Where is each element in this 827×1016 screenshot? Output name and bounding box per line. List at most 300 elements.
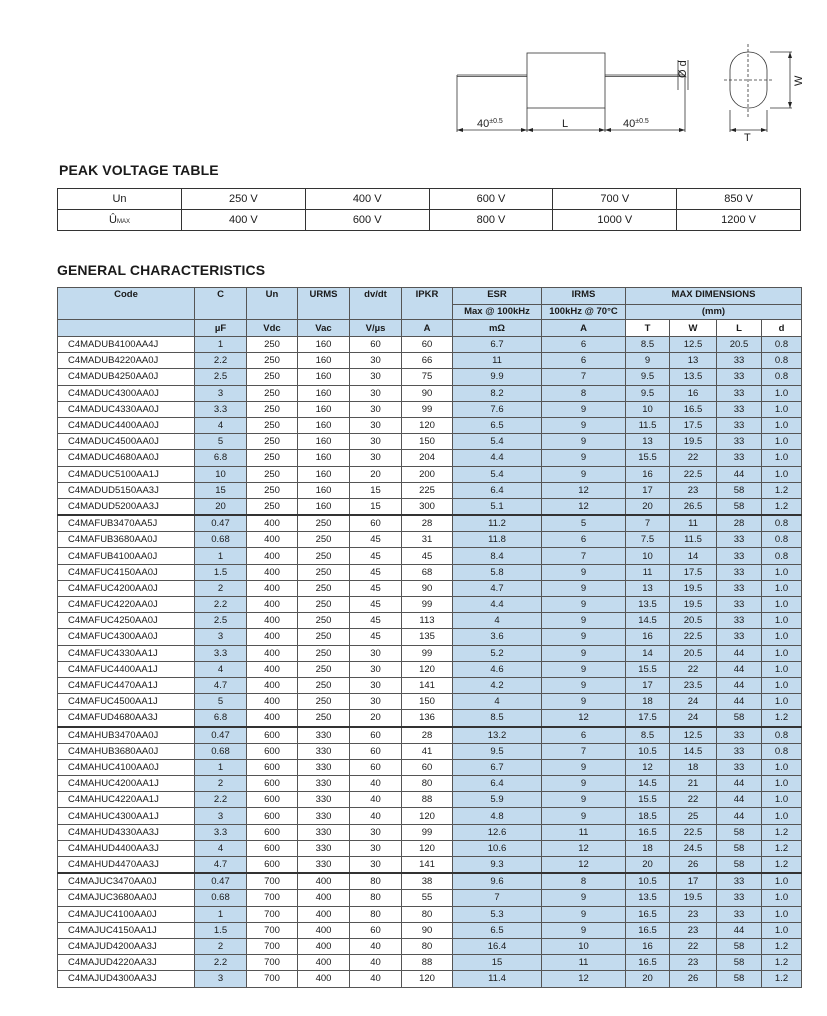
table-cell: 400	[247, 580, 298, 596]
table-cell: 9	[542, 792, 626, 808]
table-cell: 9.9	[453, 369, 542, 385]
table-cell: 5.4	[453, 466, 542, 482]
table-cell: 250	[247, 369, 298, 385]
table-cell: 1.0	[762, 417, 802, 433]
table-cell: 1.0	[762, 597, 802, 613]
table-cell: 4.7	[195, 857, 247, 874]
table-cell: 33	[717, 434, 762, 450]
table-cell: 5	[195, 694, 247, 710]
table-cell: 600	[247, 808, 298, 824]
table-row	[58, 482, 802, 498]
table-cell: 30	[350, 694, 402, 710]
table-row	[58, 353, 802, 369]
table-cell: 6.5	[453, 922, 542, 938]
unit-c: µF	[195, 320, 247, 337]
table-cell: 28	[402, 515, 453, 532]
table-cell: 0.8	[762, 337, 802, 353]
table-cell: 1.5	[195, 922, 247, 938]
table-cell: 9	[542, 922, 626, 938]
table-cell: 1	[195, 337, 247, 353]
table-cell: 250	[298, 677, 350, 693]
table-cell: 40	[350, 776, 402, 792]
part-code-cell: C4MAHUD4400AA3J	[58, 840, 195, 856]
peak-cell: 850 V	[677, 189, 801, 210]
table-cell: 0.68	[195, 532, 247, 548]
table-cell: 33	[717, 597, 762, 613]
table-row	[58, 661, 802, 677]
table-cell: 15.5	[626, 661, 670, 677]
table-cell: 250	[247, 401, 298, 417]
part-code-cell: C4MAHUC4100AA0J	[58, 759, 195, 775]
table-cell: 22	[670, 938, 717, 954]
table-cell: 250	[247, 466, 298, 482]
table-cell: 160	[298, 353, 350, 369]
table-cell: 58	[717, 938, 762, 954]
table-cell: 13	[670, 353, 717, 369]
table-cell: 9.3	[453, 857, 542, 874]
unit-esr: mΩ	[453, 320, 542, 337]
table-cell: 40	[350, 955, 402, 971]
table-cell: 13.2	[453, 727, 542, 744]
table-cell: 5.3	[453, 906, 542, 922]
table-cell: 33	[717, 727, 762, 744]
table-cell: 30	[350, 353, 402, 369]
part-code-cell: C4MAHUD4470AA3J	[58, 857, 195, 874]
table-row	[58, 580, 802, 596]
table-cell: 15.5	[626, 450, 670, 466]
part-code-cell: C4MAFUC4150AA0J	[58, 564, 195, 580]
table-cell: 22.5	[670, 824, 717, 840]
general-table-body	[58, 337, 802, 988]
table-cell: 9	[542, 450, 626, 466]
table-cell: 3	[195, 629, 247, 645]
table-cell: 16.5	[626, 906, 670, 922]
table-cell: 88	[402, 792, 453, 808]
table-cell: 15	[195, 482, 247, 498]
table-cell: 250	[298, 694, 350, 710]
table-cell: 6.4	[453, 776, 542, 792]
table-cell: 6	[542, 337, 626, 353]
table-cell: 5	[195, 434, 247, 450]
peak-voltage-table	[57, 188, 801, 231]
table-cell: 26.5	[670, 498, 717, 515]
table-cell: 330	[298, 776, 350, 792]
table-cell: 17	[670, 873, 717, 890]
part-code-cell: C4MAFUB4100AA0J	[58, 548, 195, 564]
header-code: Code	[58, 288, 195, 320]
table-cell: 33	[717, 369, 762, 385]
table-cell: 4	[453, 613, 542, 629]
table-cell: 17	[626, 482, 670, 498]
left-lead-label: $40^{\pm 0.5}$	[477, 118, 503, 130]
table-cell: 400	[247, 613, 298, 629]
table-cell: 3	[195, 808, 247, 824]
table-cell: 28	[717, 515, 762, 532]
table-cell: 30	[350, 677, 402, 693]
table-cell: 9	[542, 759, 626, 775]
table-cell: 9	[542, 776, 626, 792]
table-cell: 18.5	[626, 808, 670, 824]
table-cell: 16.5	[626, 824, 670, 840]
table-cell: 17.5	[626, 710, 670, 727]
table-row	[58, 564, 802, 580]
table-cell: 6	[542, 353, 626, 369]
table-cell: 1.2	[762, 824, 802, 840]
table-cell: 2.2	[195, 597, 247, 613]
table-cell: 1.0	[762, 564, 802, 580]
table-cell: 44	[717, 645, 762, 661]
table-cell: 600	[247, 759, 298, 775]
table-cell: 33	[717, 890, 762, 906]
table-cell: 44	[717, 792, 762, 808]
table-cell: 6.8	[195, 450, 247, 466]
unit-dvdt: V/µs	[350, 320, 402, 337]
table-row	[58, 938, 802, 954]
table-cell: 13	[626, 580, 670, 596]
table-cell: 40	[350, 971, 402, 987]
table-cell: 58	[717, 710, 762, 727]
table-cell: 12.5	[670, 727, 717, 744]
table-cell: 23	[670, 955, 717, 971]
table-cell: 90	[402, 385, 453, 401]
table-cell: 22	[670, 792, 717, 808]
table-cell: 30	[350, 661, 402, 677]
body-length-label: L	[562, 118, 569, 130]
part-code-cell: C4MAHUC4300AA1J	[58, 808, 195, 824]
table-cell: 250	[247, 353, 298, 369]
peak-cell: 800 V	[429, 210, 553, 231]
table-cell: 33	[717, 629, 762, 645]
table-cell: 400	[247, 564, 298, 580]
table-cell: 13.5	[626, 597, 670, 613]
peak-voltage-title: PEAK VOLTAGE TABLE	[59, 162, 219, 178]
table-cell: 0.47	[195, 727, 247, 744]
table-row	[58, 710, 802, 727]
table-cell: 58	[717, 824, 762, 840]
table-cell: 14	[670, 548, 717, 564]
table-cell: 1.2	[762, 840, 802, 856]
table-cell: 400	[247, 597, 298, 613]
table-cell: 58	[717, 482, 762, 498]
table-cell: 400	[247, 532, 298, 548]
table-cell: 13.5	[670, 369, 717, 385]
header-dvdt: dv/dt	[350, 288, 402, 320]
table-cell: 330	[298, 792, 350, 808]
part-code-cell: C4MAHUD4330AA3J	[58, 824, 195, 840]
table-cell: 9.5	[626, 369, 670, 385]
table-row	[58, 548, 802, 564]
part-code-cell: C4MADUD5200AA3J	[58, 498, 195, 515]
table-cell: 41	[402, 743, 453, 759]
table-cell: 250	[298, 645, 350, 661]
table-row	[58, 532, 802, 548]
table-cell: 10	[195, 466, 247, 482]
table-row	[58, 955, 802, 971]
table-cell: 20.5	[717, 337, 762, 353]
table-cell: 80	[402, 938, 453, 954]
table-cell: 7.5	[626, 532, 670, 548]
table-cell: 400	[247, 629, 298, 645]
table-cell: 19.5	[670, 597, 717, 613]
table-cell: 160	[298, 337, 350, 353]
table-cell: 9	[542, 434, 626, 450]
table-cell: 0.8	[762, 532, 802, 548]
table-cell: 45	[350, 613, 402, 629]
table-row	[58, 694, 802, 710]
table-row	[58, 922, 802, 938]
table-cell: 30	[350, 385, 402, 401]
table-row	[58, 401, 802, 417]
table-cell: 330	[298, 808, 350, 824]
table-cell: 120	[402, 417, 453, 433]
table-cell: 13.5	[626, 890, 670, 906]
table-cell: 60	[350, 337, 402, 353]
table-cell: 12	[542, 710, 626, 727]
table-cell: 17.5	[670, 564, 717, 580]
table-cell: 30	[350, 824, 402, 840]
table-cell: 160	[298, 482, 350, 498]
table-cell: 24	[670, 710, 717, 727]
table-cell: 7	[626, 515, 670, 532]
table-cell: 1.0	[762, 661, 802, 677]
table-cell: 1	[195, 548, 247, 564]
table-cell: 25	[670, 808, 717, 824]
table-cell: 10.5	[626, 743, 670, 759]
table-cell: 250	[298, 532, 350, 548]
table-cell: 44	[717, 677, 762, 693]
table-cell: 75	[402, 369, 453, 385]
table-cell: 250	[247, 385, 298, 401]
table-row	[58, 808, 802, 824]
table-cell: 0.8	[762, 515, 802, 532]
table-cell: 45	[402, 548, 453, 564]
table-cell: 7	[542, 548, 626, 564]
table-cell: 12	[542, 857, 626, 874]
table-cell: 44	[717, 776, 762, 792]
table-cell: 330	[298, 759, 350, 775]
table-cell: 10.5	[626, 873, 670, 890]
table-cell: 1.0	[762, 613, 802, 629]
table-cell: 400	[247, 694, 298, 710]
table-cell: 120	[402, 971, 453, 987]
table-cell: 1.0	[762, 890, 802, 906]
table-cell: 400	[298, 955, 350, 971]
table-cell: 26	[670, 971, 717, 987]
part-code-cell: C4MADUC4300AA0J	[58, 385, 195, 401]
table-cell: 19.5	[670, 580, 717, 596]
table-cell: 250	[298, 597, 350, 613]
table-cell: 400	[247, 515, 298, 532]
table-cell: 68	[402, 564, 453, 580]
table-cell: 8.5	[626, 337, 670, 353]
table-cell: 6.7	[453, 337, 542, 353]
table-cell: 6	[542, 532, 626, 548]
table-cell: 250	[247, 337, 298, 353]
header-ipkr: IPKR	[402, 288, 453, 320]
table-cell: 99	[402, 597, 453, 613]
table-cell: 135	[402, 629, 453, 645]
table-cell: 1.2	[762, 955, 802, 971]
table-cell: 23	[670, 922, 717, 938]
peak-cell: 700 V	[553, 189, 677, 210]
table-cell: 33	[717, 580, 762, 596]
table-cell: 33	[717, 564, 762, 580]
table-cell: 11.5	[626, 417, 670, 433]
table-cell: 9	[542, 808, 626, 824]
table-cell: 44	[717, 694, 762, 710]
unit-urms: Vac	[298, 320, 350, 337]
table-cell: 33	[717, 353, 762, 369]
table-cell: 33	[717, 906, 762, 922]
general-characteristics-table	[57, 287, 802, 988]
table-cell: 6.4	[453, 482, 542, 498]
table-row	[58, 498, 802, 515]
table-row	[58, 840, 802, 856]
table-cell: 3.3	[195, 824, 247, 840]
table-cell: 7.6	[453, 401, 542, 417]
part-code-cell: C4MAJUC3680AA0J	[58, 890, 195, 906]
table-cell: 58	[717, 857, 762, 874]
table-cell: 0.8	[762, 369, 802, 385]
table-cell: 250	[298, 613, 350, 629]
table-cell: 12	[542, 971, 626, 987]
table-row	[58, 385, 802, 401]
table-cell: 8.2	[453, 385, 542, 401]
table-row	[58, 677, 802, 693]
table-cell: 33	[717, 450, 762, 466]
table-cell: 33	[717, 401, 762, 417]
table-cell: 80	[350, 906, 402, 922]
table-cell: 400	[298, 922, 350, 938]
table-cell: 1	[195, 906, 247, 922]
peak-cell: 1200 V	[677, 210, 801, 231]
peak-cell: 600 V	[305, 210, 429, 231]
table-cell: 30	[350, 401, 402, 417]
peak-cell: 250 V	[182, 189, 306, 210]
table-cell: 3	[195, 971, 247, 987]
table-cell: 9.6	[453, 873, 542, 890]
table-cell: 44	[717, 922, 762, 938]
table-row	[58, 971, 802, 987]
table-cell: 22	[670, 450, 717, 466]
table-cell: 9	[542, 661, 626, 677]
part-code-cell: C4MAJUD4200AA3J	[58, 938, 195, 954]
table-cell: 40	[350, 792, 402, 808]
header-esr-sub: Max @ 100kHz	[453, 305, 542, 320]
header-d: d	[762, 320, 802, 337]
table-cell: 7	[542, 369, 626, 385]
table-cell: 0.47	[195, 515, 247, 532]
table-cell: 20	[195, 498, 247, 515]
table-cell: 1.2	[762, 938, 802, 954]
table-cell: 6.5	[453, 417, 542, 433]
part-code-cell: C4MAFUC4330AA1J	[58, 645, 195, 661]
table-cell: 60	[350, 727, 402, 744]
table-cell: 19.5	[670, 434, 717, 450]
table-cell: 15.5	[626, 792, 670, 808]
table-cell: 58	[717, 971, 762, 987]
table-cell: 66	[402, 353, 453, 369]
table-row	[58, 417, 802, 433]
table-cell: 1.0	[762, 694, 802, 710]
table-row	[58, 337, 802, 353]
table-cell: 12	[542, 498, 626, 515]
table-cell: 23.5	[670, 677, 717, 693]
table-cell: 11.5	[670, 532, 717, 548]
table-cell: 20.5	[670, 645, 717, 661]
table-cell: 20	[626, 971, 670, 987]
part-code-cell: C4MADUC4500AA0J	[58, 434, 195, 450]
table-cell: 40	[350, 808, 402, 824]
table-cell: 0.68	[195, 743, 247, 759]
table-cell: 9	[542, 597, 626, 613]
table-cell: 113	[402, 613, 453, 629]
table-cell: 400	[298, 971, 350, 987]
table-cell: 136	[402, 710, 453, 727]
table-cell: 250	[298, 515, 350, 532]
table-cell: 45	[350, 564, 402, 580]
table-cell: 14	[626, 645, 670, 661]
table-cell: 5.9	[453, 792, 542, 808]
table-cell: 18	[626, 840, 670, 856]
table-cell: 600	[247, 857, 298, 874]
table-cell: 250	[298, 548, 350, 564]
table-cell: 80	[402, 906, 453, 922]
table-cell: 8.5	[453, 710, 542, 727]
table-cell: 9	[626, 353, 670, 369]
table-cell: 9	[542, 564, 626, 580]
header-c: C	[195, 288, 247, 320]
table-cell: 9.5	[453, 743, 542, 759]
table-cell: 9	[542, 613, 626, 629]
table-cell: 11	[542, 955, 626, 971]
table-cell: 5.4	[453, 434, 542, 450]
table-row	[58, 369, 802, 385]
table-cell: 1.0	[762, 450, 802, 466]
part-code-cell: C4MAJUD4300AA3J	[58, 971, 195, 987]
table-row	[58, 466, 802, 482]
table-cell: 400	[247, 677, 298, 693]
table-cell: 45	[350, 580, 402, 596]
table-cell: 700	[247, 955, 298, 971]
peak-row-un	[58, 189, 801, 210]
table-cell: 23	[670, 482, 717, 498]
table-cell: 4	[195, 661, 247, 677]
table-cell: 15	[350, 498, 402, 515]
table-cell: 38	[402, 873, 453, 890]
table-cell: 10.6	[453, 840, 542, 856]
table-cell: 9	[542, 417, 626, 433]
table-cell: 6	[542, 727, 626, 744]
table-cell: 88	[402, 955, 453, 971]
table-cell: 99	[402, 401, 453, 417]
table-cell: 2.5	[195, 369, 247, 385]
table-cell: 4.4	[453, 450, 542, 466]
table-cell: 1.0	[762, 906, 802, 922]
table-cell: 15	[453, 955, 542, 971]
table-cell: 90	[402, 922, 453, 938]
table-cell: 16.5	[626, 955, 670, 971]
table-cell: 28	[402, 727, 453, 744]
table-cell: 30	[350, 417, 402, 433]
table-row	[58, 857, 802, 874]
table-cell: 4	[453, 694, 542, 710]
table-cell: 60	[350, 759, 402, 775]
table-cell: 4.6	[453, 661, 542, 677]
table-cell: 400	[247, 548, 298, 564]
table-cell: 4.4	[453, 597, 542, 613]
table-cell: 3.3	[195, 401, 247, 417]
